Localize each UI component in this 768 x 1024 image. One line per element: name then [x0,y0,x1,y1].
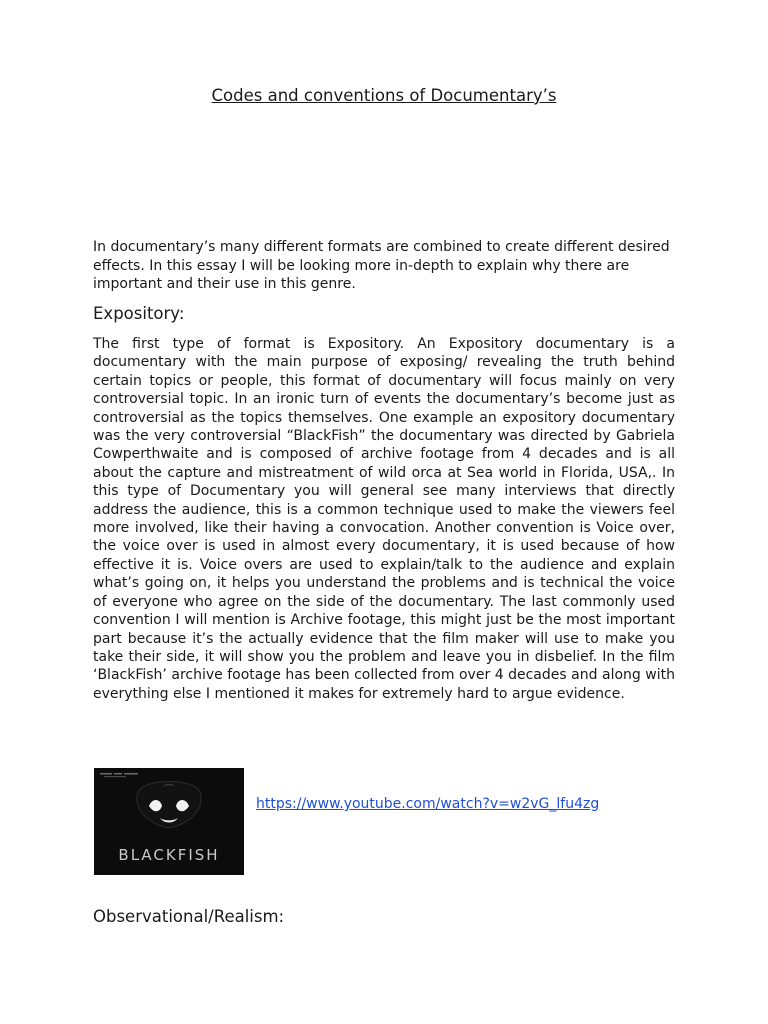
section-heading-observational: Observational/Realism: [93,907,285,926]
youtube-link[interactable]: https://www.youtube.com/watch?v=w2vG_lfu4zg [256,796,600,812]
section-heading-expository: Expository: [93,304,185,323]
blackfish-poster-image [94,768,244,875]
intro-paragraph: In documentary’s many different formats are combined to create different desired effects. In this essay I will be looking more in-depth to explain why there are important and their use in this genre. [93,239,670,292]
orca-icon [94,768,244,848]
poster-title-text: BLACKFISH [118,846,220,864]
document-title: Codes and conventions of Documentary’s [211,86,557,105]
expository-paragraph: The first type of format is Expository. An Expository documentary is a documentary with the main purpose of exposing/ revealing the truth behind certain topics or people, this format of documentary will focus mainly on very controversial topic. In an ironic turn of events the documentary’s become just as controversial as the topics themselves. One example an expository documentary was the very controversial “BlackFish” the documentary was directed by Gabriela Cowperthwaite and is composed of archive footage from 4 decades and is all about the capture and mistreatment of wild orca at Sea world in Florida, USA,. In this type of Documentary you will general see many interviews that directly address the audience, this is a common technique used to make the viewers feel more involved, like their having a convocation. Another convention is Voice over, the voice over is used in almost every documentary, it is used because of how effective it is. Voice overs are used to explain/talk to the audience and explain what’s going on, it helps you understand the problems and is technical the voice of everyone who agree on the side of the documentary. The last commonly used convention I will mention is Archive footage, this might just be the most important part because it’s the actually evidence that the film maker will use to make you take their side, it will show you the problem and leave you in disbelief. In the film ‘BlackFish’ archive footage has been collected from over 4 decades and along with everything else I mentioned it makes for extremely hard to argue evidence. [93,336,675,702]
